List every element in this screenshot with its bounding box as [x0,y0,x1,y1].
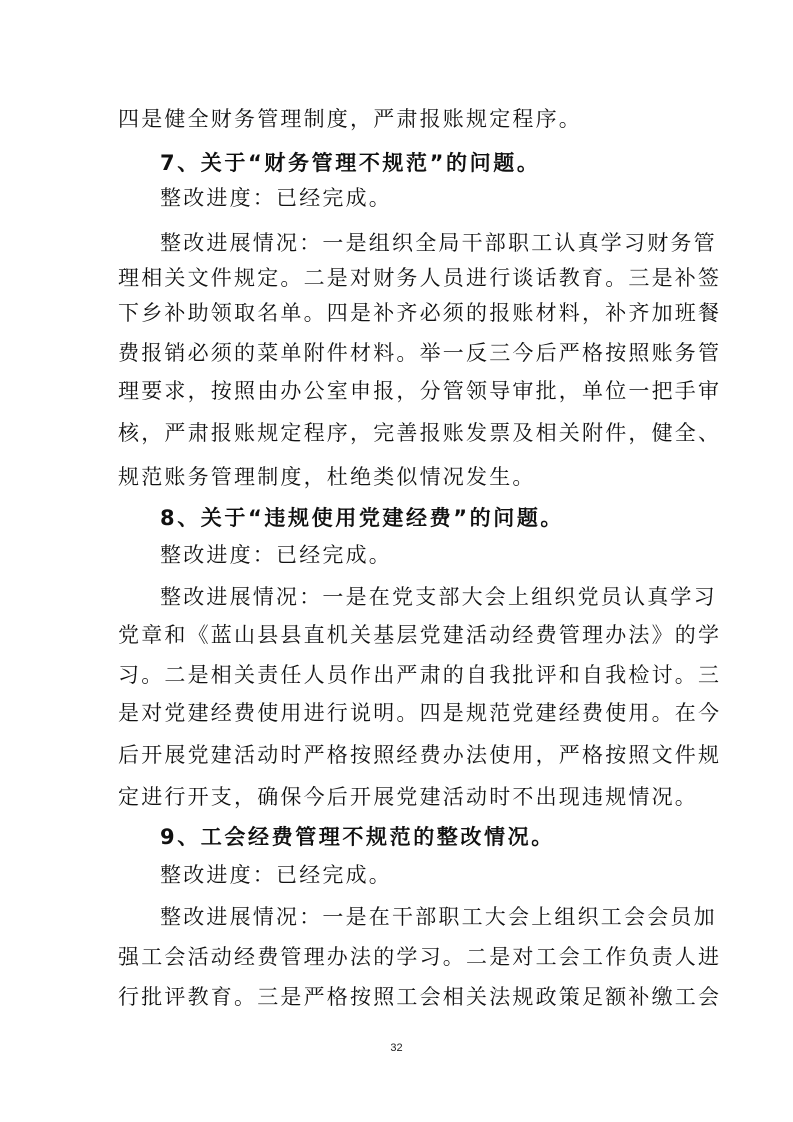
progress-line: 整改进度：已经完成。 [160,863,392,887]
body-text-line: 理要求，按照由办公室申报，分管领导审批，单位一把手审 [118,379,722,403]
section-heading-9: 9、工会经费管理不规范的整改情况。 [160,825,555,849]
section-heading-7: 7、关于“财务管理不规范”的问题。 [160,151,541,175]
body-text-line: 规范账务管理制度，杜绝类似情况发生。 [118,465,536,489]
progress-line: 整改进度：已经完成。 [160,186,392,210]
section-heading-8: 8、关于“违规使用党建经费”的问题。 [160,506,565,530]
body-text-line: 行批评教育。三是严格按照工会相关法规政策足额补缴工会 [118,985,722,1009]
body-text-line: 理相关文件规定。二是对财务人员进行谈话教育。三是补签 [118,266,722,290]
body-text-line: 定进行开支，确保今后开展党建活动时不出现违规情况。 [118,785,698,809]
body-text-line: 党章和《蓝山县县直机关基层党建活动经费管理办法》的学 [118,623,722,647]
progress-line: 整改进度：已经完成。 [160,543,392,567]
body-text-line: 四是健全财务管理制度，严肃报账规定程序。 [118,107,582,131]
body-text-line: 强工会活动经费管理办法的学习。二是对工会工作负责人进 [118,945,722,969]
body-text-line: 是对党建经费使用进行说明。四是规范党建经费使用。在今 [118,701,722,725]
body-text-line: 整改进展情况：一是组织全局干部职工认真学习财务管 [160,231,717,255]
page-number: 32 [390,1042,403,1054]
body-text-line: 习。二是相关责任人员作出严肃的自我批评和自我检讨。三 [118,663,722,687]
body-text-line: 整改进展情况：一是在党支部大会上组织党员认真学习 [160,585,717,609]
body-text-line: 下乡补助领取名单。四是补齐必须的报账材料，补齐加班餐 [118,301,722,325]
body-text-line: 后开展党建活动时严格按照经费办法使用，严格按照文件规 [118,743,722,767]
body-text-line: 费报销必须的菜单附件材料。举一反三今后严格按照账务管 [118,341,722,365]
body-text-line: 整改进展情况：一是在干部职工大会上组织工会会员加 [160,905,717,929]
body-text-line: 核，严肃报账规定程序，完善报账发票及相关附件，健全、 [118,421,722,445]
